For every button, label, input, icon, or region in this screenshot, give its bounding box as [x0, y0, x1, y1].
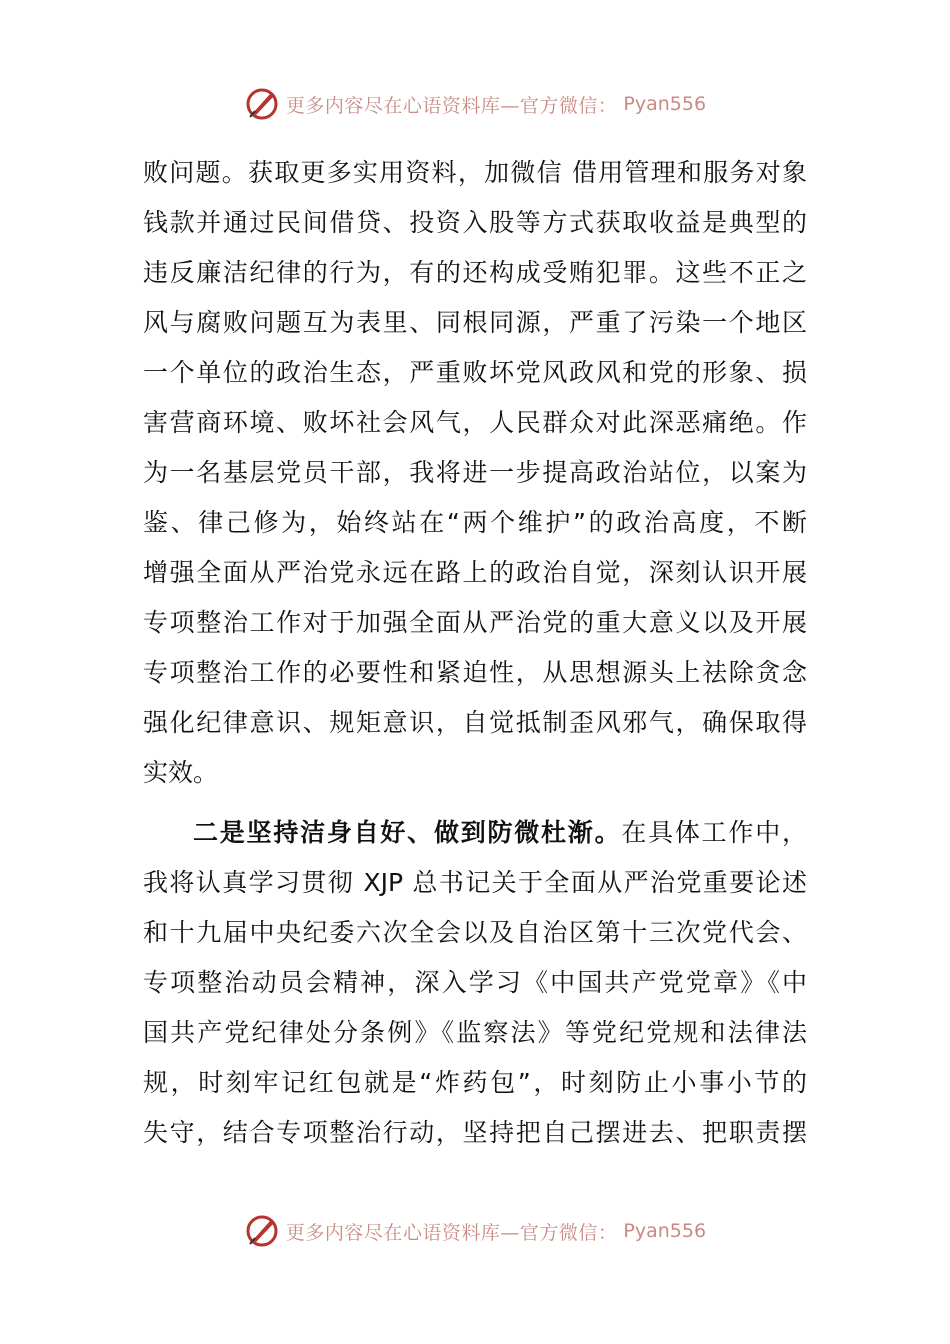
text-line: 风与腐败问题互为表里、同根同源，严重了污染一个地区 [143, 308, 807, 337]
text-line: 实效。 [143, 758, 219, 787]
paragraph-2-first-rest: 在具体工作中， [621, 818, 807, 847]
header-watermark-text: 更多内容尽在心语资料库—官方微信： [285, 94, 618, 117]
text-line: 专项整治工作对于加强全面从严治党的重大意义以及开展 [143, 608, 807, 637]
document-body [143, 148, 807, 1158]
quill-logo-icon [244, 86, 280, 122]
text-line: 鉴、律己修为，始终站在“两个维护”的政治高度，不断 [143, 508, 807, 537]
text-line: 国共产党纪律处分条例》《监察法》等党纪党规和法律法 [143, 1018, 807, 1047]
text-line: 钱款并通过民间借贷、投资入股等方式获取收益是典型的 [143, 208, 807, 237]
text-line: 为一名基层党员干部，我将进一步提高政治站位，以案为 [143, 458, 807, 487]
text-line: 败问题。获取更多实用资料，加微信 借用管理和服务对象 [143, 158, 807, 187]
paragraph-1 [143, 148, 807, 798]
text-line: 强化纪律意识、规矩意识，自觉抵制歪风邪气，确保取得 [143, 708, 807, 737]
quill-logo-icon [244, 1213, 280, 1249]
text-line: 专项整治动员会精神，深入学习《中国共产党党章》《中 [143, 968, 807, 997]
header-watermark [0, 82, 950, 126]
paragraph-2 [143, 808, 807, 1158]
text-line: 害营商环境、败坏社会风气，人民群众对此深恶痛绝。作 [143, 408, 807, 437]
text-line: 和十九届中央纪委六次全会以及自治区第十三次党代会、 [143, 918, 807, 947]
text-line: 一个单位的政治生态，严重败坏党风政风和党的形象、损 [143, 358, 807, 387]
text-line: 专项整治工作的必要性和紧迫性，从思想源头上祛除贪念 [143, 658, 807, 687]
paragraph-2-heading: 二是坚持洁身自好、做到防微杜渐。 [193, 818, 622, 847]
text-line: 违反廉洁纪律的行为，有的还构成受贿犯罪。这些不正之 [143, 258, 807, 287]
footer-watermark [0, 1209, 950, 1253]
text-line: 我将认真学习贯彻 XJP 总书记关于全面从严治党重要论述 [143, 868, 807, 897]
text-line: 增强全面从严治党永远在路上的政治自觉，深刻认识开展 [143, 558, 807, 587]
footer-watermark-text: 更多内容尽在心语资料库—官方微信： [285, 1221, 618, 1244]
footer-watermark-id: Pyan556 [623, 1220, 707, 1242]
header-watermark-id: Pyan556 [623, 93, 707, 115]
text-line: 失守，结合专项整治行动，坚持把自己摆进去、把职责摆 [143, 1118, 807, 1147]
paragraph-2-first-line [143, 808, 807, 858]
text-line: 规，时刻牢记红包就是“炸药包”，时刻防止小事小节的 [143, 1068, 807, 1097]
